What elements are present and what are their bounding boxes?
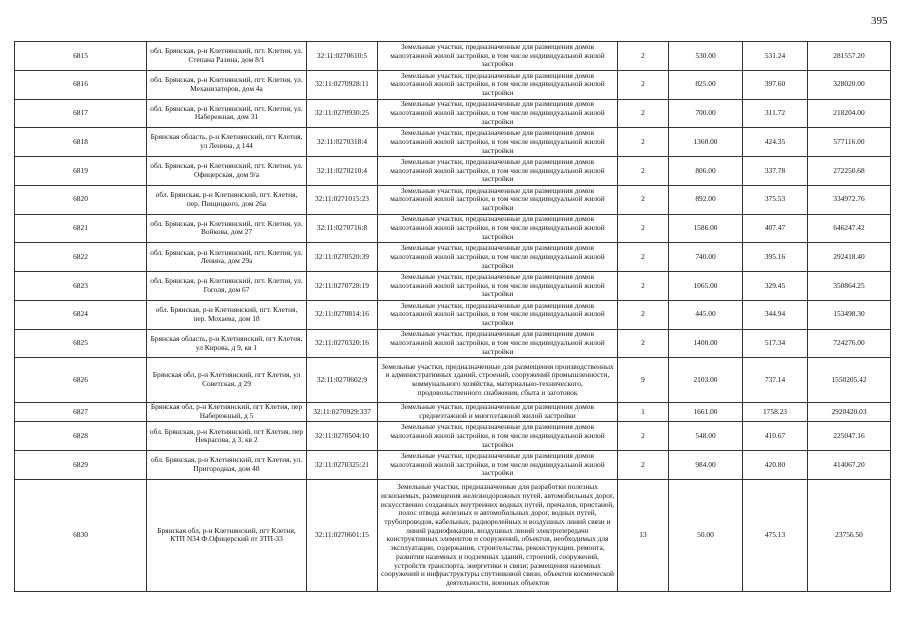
table-row: [15, 272, 891, 301]
area-cell: 548.00: [669, 422, 743, 451]
table-row: [15, 70, 891, 99]
table-row: [15, 214, 891, 243]
address-cell: обл. Брянская, р-н Клетнянский, пгт. Клетня, ул. Степана Разина, дом 8/1: [147, 42, 307, 71]
land-purpose-cell: Земельные участки, предназначенные для размещения домов малоэтажной жилой застройки, в том числе индивидуальной жилой застройки: [378, 99, 618, 128]
cadastral-value-cell: 724276.00: [808, 329, 891, 358]
area-cell: 1586.00: [669, 214, 743, 243]
specific-value-cell: 517.34: [743, 329, 808, 358]
area-cell: 825.00: [669, 70, 743, 99]
row-number: 6828: [15, 422, 147, 451]
land-purpose-cell: Земельные участки, предназначенные для размещения домов малоэтажной жилой застройки, в том числе индивидуальной жилой застройки: [378, 42, 618, 71]
land-purpose-cell: Земельные участки, предназначенные для размещения домов малоэтажной жилой застройки, в том числе индивидуальной жилой застройки: [378, 185, 618, 214]
specific-value-cell: 410.67: [743, 422, 808, 451]
cadastral-value-cell: 281557.20: [808, 42, 891, 71]
area-cell: 806.00: [669, 157, 743, 186]
cadastral-value-cell: 218204.00: [808, 99, 891, 128]
land-purpose-cell: Земельные участки, предназначенные для разработки полезных ископаемых, размещения железнодорожных путей, автомобильных дорог, искусственно созданных внутренних водных путей, причалов, пристаней, полос отвода железных и автомобильных дорог, водных путей, трубопроводов, кабельных, радиорелейных и воздушных линий связи и линий радиофикации, воздушных линий электропередачи конструктивных элементов и сооружений, объектов, необходимых для эксплуатации, содержания, строительства, реконструкции, ремонта, развития наземных и подземных зданий, строений, сооружений, устройств транспорта, энергетики и связи; размещения наземных сооружений и инфраструктуры спутниковой связи, объектов космической деятельности, военных объектов: [378, 479, 618, 591]
table-row: [15, 300, 891, 329]
land-registry-table: [14, 41, 891, 592]
cadastral-number-cell: 32:11:0270814:16: [307, 300, 378, 329]
group-code-cell: 2: [618, 42, 669, 71]
cadastral-number-cell: 32:11:0270520:39: [307, 243, 378, 272]
group-code-cell: 9: [618, 358, 669, 402]
row-number: 6822: [15, 243, 147, 272]
row-number: 6820: [15, 185, 147, 214]
land-purpose-cell: Земельные участки, предназначенные для размещения домов малоэтажной жилой застройки, в том числе индивидуальной жилой застройки: [378, 451, 618, 480]
group-code-cell: 1: [618, 402, 669, 422]
address-cell: Брянская обл, р-н Клетнянский, пгт Клетня, пер Набережный, д 5: [147, 402, 307, 422]
row-number: 6829: [15, 451, 147, 480]
specific-value-cell: 375.53: [743, 185, 808, 214]
area-cell: 700.00: [669, 99, 743, 128]
area-cell: 892.00: [669, 185, 743, 214]
address-cell: обл. Брянская, р-н Клетнянский, пгт. Клетня, ул. Войкова, дом 27: [147, 214, 307, 243]
row-number: 6826: [15, 358, 147, 402]
page-number: 395: [871, 15, 888, 27]
address-cell: обл. Брянская, р-н Клетнянский, пгт Клетня, ул. Пригородная, дом 48: [147, 451, 307, 480]
cadastral-number-cell: 32:11:0270504:10: [307, 422, 378, 451]
cadastral-number-cell: 32:11:0270320:16: [307, 329, 378, 358]
land-purpose-cell: Земельные участки, предназначенные для размещения домов малоэтажной жилой застройки, в том числе индивидуальной жилой застройки: [378, 329, 618, 358]
cadastral-value-cell: 334972.76: [808, 185, 891, 214]
cadastral-number-cell: 32:11:0270602:9: [307, 358, 378, 402]
cadastral-number-cell: 32:11:0271015:23: [307, 185, 378, 214]
table-row: [15, 157, 891, 186]
land-purpose-cell: Земельные участки, предназначенные для размещения домов среднеэтажной и многоэтажной жилой застройки: [378, 402, 618, 422]
area-cell: 1065.00: [669, 272, 743, 301]
area-cell: 50.00: [669, 479, 743, 591]
cadastral-value-cell: 23756.50: [808, 479, 891, 591]
specific-value-cell: 531.24: [743, 42, 808, 71]
table-row: [15, 402, 891, 422]
row-number: 6827: [15, 402, 147, 422]
address-cell: Брянская область, р-н Клетнянский, пгт Клетня, ул Ленина, д 144: [147, 128, 307, 157]
cadastral-number-cell: 32:11:0270610:5: [307, 42, 378, 71]
table-row: [15, 451, 891, 480]
group-code-cell: 13: [618, 479, 669, 591]
group-code-cell: 2: [618, 128, 669, 157]
specific-value-cell: 1758.23: [743, 402, 808, 422]
address-cell: обл. Брянская, р-н Клетнянский, пгт. Клетня, ул. Офицерская, дом 9/а: [147, 157, 307, 186]
cadastral-value-cell: 577116.00: [808, 128, 891, 157]
table-row: [15, 329, 891, 358]
land-purpose-cell: Земельные участки, предназначенные для размещения домов малоэтажной жилой застройки, в том числе индивидуальной жилой застройки: [378, 243, 618, 272]
group-code-cell: 2: [618, 214, 669, 243]
cadastral-number-cell: 32:11:0270716:8: [307, 214, 378, 243]
cadastral-value-cell: 328020.00: [808, 70, 891, 99]
cadastral-number-cell: 32:11:0270929:337: [307, 402, 378, 422]
cadastral-number-cell: 32:11:0270601:15: [307, 479, 378, 591]
specific-value-cell: 311.72: [743, 99, 808, 128]
specific-value-cell: 475.13: [743, 479, 808, 591]
cadastral-value-cell: 272250.68: [808, 157, 891, 186]
land-purpose-cell: Земельные участки, предназначенные для размещения домов малоэтажной жилой застройки, в том числе индивидуальной жилой застройки: [378, 214, 618, 243]
group-code-cell: 2: [618, 451, 669, 480]
row-number: 6824: [15, 300, 147, 329]
area-cell: 740.00: [669, 243, 743, 272]
address-cell: обл. Брянская, р-н Клетнянский, пгт. Клетня, ул. Набережная, дом 31: [147, 99, 307, 128]
group-code-cell: 2: [618, 99, 669, 128]
row-number: 6817: [15, 99, 147, 128]
cadastral-number-cell: 32:11:0270930:25: [307, 99, 378, 128]
row-number: 6815: [15, 42, 147, 71]
land-purpose-cell: Земельные участки, предназначенные для размещения домов малоэтажной жилой застройки, в том числе индивидуальной жилой застройки: [378, 422, 618, 451]
table-row: [15, 42, 891, 71]
address-cell: обл. Брянская, р-н Клетнянский, пгт. Клетня, ул. Ленина, дом 29а: [147, 243, 307, 272]
cadastral-value-cell: 2920420.03: [808, 402, 891, 422]
row-number: 6825: [15, 329, 147, 358]
row-number: 6816: [15, 70, 147, 99]
land-purpose-cell: Земельные участки, предназначенные для размещения домов малоэтажной жилой застройки, в том числе индивидуальной жилой застройки: [378, 70, 618, 99]
area-cell: 1661.00: [669, 402, 743, 422]
table-row: [15, 99, 891, 128]
specific-value-cell: 407.47: [743, 214, 808, 243]
cadastral-value-cell: 350864.25: [808, 272, 891, 301]
group-code-cell: 2: [618, 70, 669, 99]
cadastral-value-cell: 1550205.42: [808, 358, 891, 402]
group-code-cell: 2: [618, 185, 669, 214]
group-code-cell: 2: [618, 243, 669, 272]
group-code-cell: 2: [618, 422, 669, 451]
area-cell: 2103.00: [669, 358, 743, 402]
table-row: [15, 243, 891, 272]
address-cell: обл. Брянская, р-н Клетнянский, пгт. Клетня, ул. Механизаторов, дом 4а: [147, 70, 307, 99]
cadastral-number-cell: 32:11:0270210:4: [307, 157, 378, 186]
group-code-cell: 2: [618, 157, 669, 186]
cadastral-value-cell: 225047.16: [808, 422, 891, 451]
row-number: 6823: [15, 272, 147, 301]
row-number: 6821: [15, 214, 147, 243]
address-cell: обл. Брянская, р-н Клетнянский, пгт. Клетня, пер. Пищицкого, дом 26а: [147, 185, 307, 214]
address-cell: Брянская обл, р-н Клетнянский, пгт Клетня, ул Советская, д 29: [147, 358, 307, 402]
row-number: 6830: [15, 479, 147, 591]
address-cell: обл. Брянская, р-н Клетнянский, пгт Клетня, пер Некрасова, д 3, кв 2: [147, 422, 307, 451]
area-cell: 445.00: [669, 300, 743, 329]
specific-value-cell: 395.16: [743, 243, 808, 272]
cadastral-value-cell: 292418.40: [808, 243, 891, 272]
table-row: [15, 358, 891, 402]
cadastral-number-cell: 32:11:0270928:11: [307, 70, 378, 99]
group-code-cell: 2: [618, 272, 669, 301]
table-row: [15, 185, 891, 214]
land-purpose-cell: Земельные участки, предназначенные для размещения домов малоэтажной жилой застройки, в том числе индивидуальной жилой застройки: [378, 300, 618, 329]
group-code-cell: 2: [618, 300, 669, 329]
area-cell: 984.00: [669, 451, 743, 480]
specific-value-cell: 337.78: [743, 157, 808, 186]
cadastral-number-cell: 32:11:0270728:19: [307, 272, 378, 301]
table-row: [15, 479, 891, 591]
area-cell: 530.00: [669, 42, 743, 71]
land-purpose-cell: Земельные участки, предназначенные для размещения домов малоэтажной жилой застройки, в том числе индивидуальной жилой застройки: [378, 272, 618, 301]
area-cell: 1360.00: [669, 128, 743, 157]
specific-value-cell: 420.80: [743, 451, 808, 480]
address-cell: обл. Брянская, р-н Клетнянский, пгт. Клетня, ул. Гоголя, дом 67: [147, 272, 307, 301]
specific-value-cell: 344.94: [743, 300, 808, 329]
specific-value-cell: 329.45: [743, 272, 808, 301]
row-number: 6819: [15, 157, 147, 186]
cadastral-value-cell: 153498.30: [808, 300, 891, 329]
cadastral-value-cell: 414067.20: [808, 451, 891, 480]
specific-value-cell: 424.35: [743, 128, 808, 157]
land-purpose-cell: Земельные участки, предназначенные для размещения домов малоэтажной жилой застройки, в том числе индивидуальной жилой застройки: [378, 128, 618, 157]
cadastral-number-cell: 32:11:0270325:21: [307, 451, 378, 480]
table-row: [15, 422, 891, 451]
cadastral-number-cell: 32:11:0270318:4: [307, 128, 378, 157]
specific-value-cell: 737.14: [743, 358, 808, 402]
specific-value-cell: 397.60: [743, 70, 808, 99]
address-cell: Брянская обл, р-н Клетнянский, пгт Клетня, КТП N34 Ф.Офицерский от ЗТП-33: [147, 479, 307, 591]
address-cell: обл. Брянская, р-н Клетнянский, пгт. Клетня, пер. Мохаева, дом 18: [147, 300, 307, 329]
area-cell: 1400.00: [669, 329, 743, 358]
land-purpose-cell: Земельные участки, предназначенные для размещения домов малоэтажной жилой застройки, в том числе индивидуальной жилой застройки: [378, 157, 618, 186]
table-row: [15, 128, 891, 157]
group-code-cell: 2: [618, 329, 669, 358]
row-number: 6818: [15, 128, 147, 157]
cadastral-value-cell: 646247.42: [808, 214, 891, 243]
land-purpose-cell: Земельные участки, предназначенные для размещения производственных и административных зданий, строений, сооружений промышленности, коммунального хозяйства, материально-технического, продовольственного снабжения, сбыта и заготовок: [378, 358, 618, 402]
address-cell: Брянская область, р-н Клетнянский, пгт Клетня, ул Кирова, д 9, кв 1: [147, 329, 307, 358]
